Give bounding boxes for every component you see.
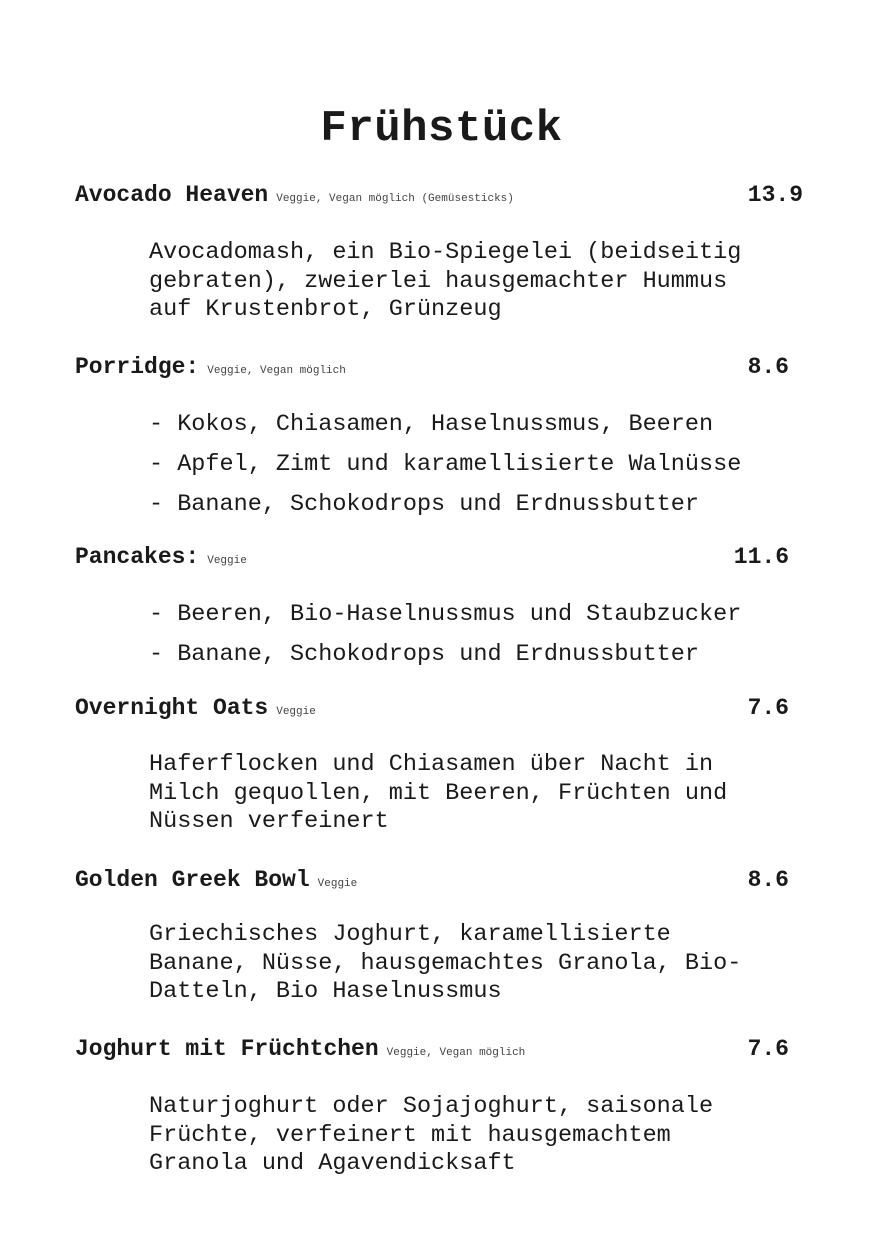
menu-item-header: [75, 695, 800, 721]
menu-item-header: [75, 867, 800, 893]
menu-item-name: [75, 695, 316, 725]
menu-item-tags: Veggie, Vegan möglich: [207, 365, 346, 377]
menu-item-description: Griechisches Joghurt, karamellisierte Banane, Nüsse, hausgemachtes Granola, Bio- Datteln, Bio Haselnussmus: [149, 921, 742, 1005]
menu-item-name-text: Porridge:: [75, 354, 200, 380]
menu-item-price: 7.6: [747, 695, 789, 721]
menu-option: - Kokos, Chiasamen, Haselnussmus, Beeren: [149, 411, 714, 438]
menu-item-description: Naturjoghurt oder Sojajoghurt, saisonale Früchte, verfeinert mit hausgemachtem Granola und Agavendicksaft: [149, 1093, 714, 1177]
menu-item-header: [75, 544, 800, 570]
menu-item-options: [149, 411, 829, 531]
menu-option: - Banane, Schokodrops und Erdnussbutter: [149, 641, 699, 668]
menu-item-tags: Veggie, Vegan möglich (Gemüsesticks): [276, 193, 514, 205]
menu-item-name: [75, 182, 514, 212]
menu-item-price: 8.6: [747, 354, 789, 380]
menu-item-name: [75, 544, 247, 574]
menu-item-description: Avocadomash, ein Bio-Spiegelei (beidseitig gebraten), zweierlei hausgemachter Hummus auf Krustenbrot, Grünzeug: [149, 239, 742, 323]
menu-item-name: [75, 867, 357, 897]
menu-option: - Banane, Schokodrops und Erdnussbutter: [149, 491, 699, 518]
menu-item-name-text: Avocado Heaven: [75, 182, 269, 208]
menu-item-name-text: Pancakes:: [75, 544, 200, 570]
menu-item-header: [75, 354, 800, 380]
menu-option: - Beeren, Bio-Haselnussmus und Staubzucker: [149, 601, 742, 628]
menu-item-name-text: Joghurt mit Früchtchen: [75, 1036, 379, 1062]
menu-item-price: 11.6: [733, 544, 789, 570]
menu-item-name-text: Overnight Oats: [75, 695, 269, 721]
menu-item-options: [149, 601, 829, 681]
menu-item-name: [75, 1036, 525, 1066]
menu-item-name: [75, 354, 346, 384]
menu-item-name-text: Golden Greek Bowl: [75, 867, 310, 893]
menu-item-header: [75, 1036, 800, 1062]
menu-item-price: 7.6: [747, 1036, 789, 1062]
menu-item-tags: Veggie, Vegan möglich: [386, 1047, 526, 1059]
menu-item-tags: Veggie: [317, 878, 358, 890]
menu-item-tags: Veggie: [276, 706, 316, 718]
menu-item-price: 13.9: [747, 182, 803, 208]
menu-item-header: [75, 182, 803, 208]
menu-item-tags: Veggie: [207, 555, 247, 567]
menu-option: - Apfel, Zimt und karamellisierte Walnüsse: [149, 451, 742, 478]
menu-item-description: Haferflocken und Chiasamen über Nacht in Milch gequollen, mit Beeren, Früchten und Nüssen verfeinert: [149, 751, 728, 835]
page-title: Frühstück: [320, 104, 563, 154]
menu-item-price: 8.6: [747, 867, 789, 893]
